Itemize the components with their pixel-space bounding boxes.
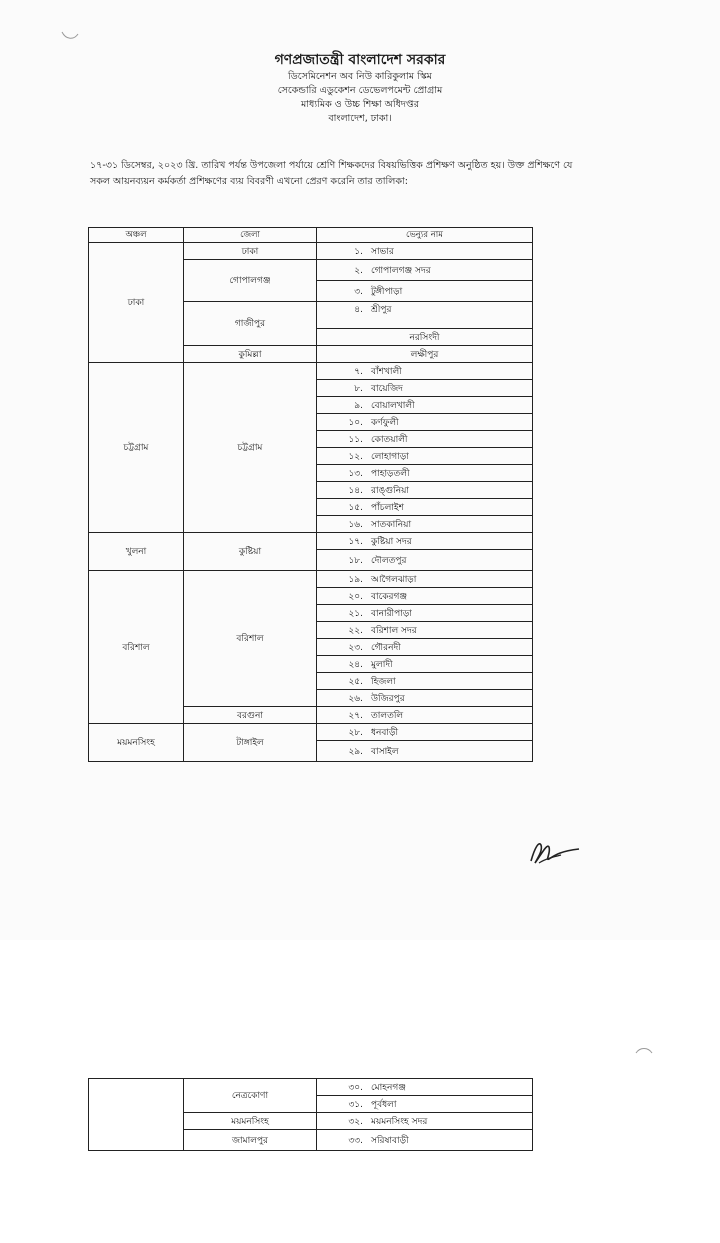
intro-line-2: সকল আয়নব্যয়ন কর্মকর্তা প্রশিক্ষণের ব্যয় বিবরণী এখনো প্রেরণ করেনি তার তালিকা: xyxy=(90,176,408,187)
district-cell: জামালপুর xyxy=(184,1130,317,1151)
scan-mark xyxy=(60,28,80,42)
district-cell: বরিশাল xyxy=(184,571,317,707)
venue-cell xyxy=(317,516,533,533)
venue-cell xyxy=(317,414,533,431)
venue-name: পূর্বধলা xyxy=(371,1099,397,1110)
venue-number: ২৪. xyxy=(348,659,363,670)
venue-number: ৯. xyxy=(354,400,363,411)
venue-number: ২৮. xyxy=(348,727,363,738)
venue-name: মোহনগঞ্জ xyxy=(371,1082,406,1093)
venue-name: কর্ণফুলী xyxy=(371,417,399,428)
venue-name: লোহাগাড়া xyxy=(371,451,409,462)
table-header-row xyxy=(89,228,533,243)
region-cell: বরিশাল xyxy=(89,571,184,724)
header-region: অঞ্চল xyxy=(89,228,184,243)
venue-cell xyxy=(317,281,533,302)
region-cell: কুমিল্লা xyxy=(184,346,317,363)
venue-name: রাঙ্গুনিয়া xyxy=(371,485,410,496)
intro-line-1: ১৭-৩১ ডিসেম্বর, ২০২৩ খ্রি. তারিখ পর্যন্ত উপজেলা পর্যায়ে শ্রেণি শিক্ষকদের বিষয়ভিত্তিক প্রশিক্ষণ অনুষ্ঠিত হয়। উক্ত প্রশিক্ষণে যে xyxy=(90,160,573,171)
venue-cell xyxy=(317,533,533,550)
venue-name: সরিষাবাড়ী xyxy=(371,1135,409,1146)
district-cell: টাঙ্গাইল xyxy=(184,724,317,762)
venue-cell xyxy=(317,1130,533,1151)
venue-name: দৌলতপুর xyxy=(371,555,407,566)
venue-number: ১. xyxy=(354,246,363,257)
venue-number: ২৭. xyxy=(348,710,363,721)
table-row xyxy=(89,571,533,588)
district-cell: নেত্রকোণা xyxy=(184,1079,317,1113)
district-cell: ঢাকা xyxy=(184,243,317,260)
venue-number: ১৩. xyxy=(348,468,363,479)
scan-mark xyxy=(634,1045,654,1057)
venue-name: আগৈলঝাড়া xyxy=(371,574,417,585)
district-cell: গাজীপুর xyxy=(184,302,317,346)
venue-number: ৮. xyxy=(354,383,363,394)
district-cell: চট্টগ্রাম xyxy=(184,363,317,533)
venue-cell xyxy=(317,1096,533,1113)
venue-name: পাঁচলাইশ xyxy=(371,502,404,513)
venue-name: উজিরপুর xyxy=(371,693,405,704)
venue-number: ১৫. xyxy=(348,502,363,513)
venue-cell xyxy=(317,1079,533,1096)
venue-number: ৩১. xyxy=(348,1099,363,1110)
program-name: সেকেন্ডারি এডুকেশন ডেভেলপমেন্ট প্রোগ্রাম xyxy=(277,85,443,96)
venue-cell xyxy=(317,639,533,656)
venue-name: তালতলি xyxy=(371,710,404,721)
venue-cell xyxy=(317,690,533,707)
venue-name: মুলাদী xyxy=(371,659,393,670)
venue-cell xyxy=(317,707,533,724)
venue-number: ২২. xyxy=(348,625,363,636)
district-cell: লক্ষীপুর xyxy=(317,346,533,363)
venue-cell xyxy=(317,550,533,571)
venue-number: ১৮. xyxy=(348,555,363,566)
venue-cell xyxy=(317,465,533,482)
venue-number: ৩. xyxy=(354,286,363,297)
venue-name: ময়মনসিংহ সদর xyxy=(371,1116,428,1127)
venue-cell xyxy=(317,499,533,516)
venue-cell xyxy=(317,397,533,414)
venue-number: ১৯. xyxy=(348,574,363,585)
venue-table-continued xyxy=(88,1078,533,1151)
venue-name: গোপালগঞ্জ সদর xyxy=(371,265,431,276)
venue-name: সাভার xyxy=(371,246,394,257)
venue-cell xyxy=(317,482,533,499)
venue-cell xyxy=(317,622,533,639)
venue-name: কুষ্টিয়া সদর xyxy=(371,536,412,547)
venue-cell xyxy=(317,605,533,622)
department-name: মাধ্যমিক ও উচ্চ শিক্ষা অধিদপ্তর xyxy=(301,99,419,110)
venue-cell xyxy=(317,448,533,465)
venue-name: বাকেরগঞ্জ xyxy=(371,591,408,602)
venue-cell xyxy=(317,741,533,762)
signature xyxy=(527,833,581,869)
district-cell: ময়মনসিংহ xyxy=(184,1113,317,1130)
venue-cell xyxy=(317,243,533,260)
region-cell: ময়মনসিংহ xyxy=(89,724,184,762)
table-row xyxy=(89,533,533,550)
venue-name: বাসাইল xyxy=(371,746,399,757)
venue-name: বাঁশখালী xyxy=(371,366,402,377)
intro-paragraph xyxy=(90,158,630,190)
header-venue: ভেন্যুর নাম xyxy=(317,228,533,243)
region-cell: ঢাকা xyxy=(89,243,184,363)
venue-name: গৌরনদী xyxy=(371,642,401,653)
district-cell: কুষ্টিয়া xyxy=(184,533,317,571)
venue-number: ১০. xyxy=(348,417,363,428)
venue-cell xyxy=(317,302,533,329)
venue-number: ১১. xyxy=(348,434,363,445)
region-cell-empty xyxy=(89,1079,184,1151)
venue-name: টুঙ্গীপাড়া xyxy=(371,286,403,297)
venue-number: ১২. xyxy=(348,451,363,462)
venue-name: কোতয়ালী xyxy=(371,434,408,445)
venue-number: ৪. xyxy=(354,305,363,315)
region-cell: খুলনা xyxy=(89,533,184,571)
project-name: ডিসেমিনেশন অব নিউ কারিকুলাম স্কিম xyxy=(288,71,432,82)
venue-number: ১৬. xyxy=(348,519,363,530)
table-row xyxy=(89,243,533,260)
district-cell: বরগুনা xyxy=(184,707,317,724)
venue-cell xyxy=(317,260,533,281)
venue-cell xyxy=(317,656,533,673)
venue-number: ২৩. xyxy=(348,642,363,653)
district-cell: নরসিংদী xyxy=(317,329,533,346)
location: বাংলাদেশ, ঢাকা। xyxy=(328,113,392,124)
venue-name: ধনবাড়ী xyxy=(371,727,399,738)
government-title: গণপ্রজাতন্ত্রী বাংলাদেশ সরকার xyxy=(274,52,446,68)
venue-number: ২. xyxy=(354,265,363,276)
table-row xyxy=(89,1079,533,1096)
venue-name: বায়েজিদ xyxy=(371,383,403,394)
venue-name: পাহাড়তলী xyxy=(371,468,410,479)
venue-number: ২১. xyxy=(348,608,363,619)
district-cell: গোপালগঞ্জ xyxy=(184,260,317,302)
venue-name: সাতকানিয়া xyxy=(371,519,412,530)
document-header xyxy=(200,50,520,126)
header-district: জেলা xyxy=(184,228,317,243)
venue-name: শ্রীপুর xyxy=(371,305,392,315)
venue-name: বানারীপাড়া xyxy=(371,608,412,619)
venue-number: ১৭. xyxy=(348,536,363,547)
venue-number: ৭. xyxy=(354,366,363,377)
venue-number: ২৫. xyxy=(348,676,363,687)
venue-cell xyxy=(317,363,533,380)
venue-name: হিজলা xyxy=(371,676,396,687)
venue-name: বরিশাল সদর xyxy=(371,625,417,636)
venue-number: ১৪. xyxy=(348,485,363,496)
venue-number: ২৬. xyxy=(348,693,363,704)
venue-cell xyxy=(317,1113,533,1130)
venue-cell xyxy=(317,673,533,690)
venue-cell xyxy=(317,431,533,448)
table-row xyxy=(89,724,533,741)
venue-cell xyxy=(317,588,533,605)
venue-name: বোয়ালখালী xyxy=(371,400,415,411)
venue-number: ৩০. xyxy=(348,1082,363,1093)
region-cell: চট্টগ্রাম xyxy=(89,363,184,533)
venue-cell xyxy=(317,380,533,397)
document-page-2 xyxy=(0,945,720,1243)
venue-number: ২৯. xyxy=(348,746,363,757)
venue-cell xyxy=(317,724,533,741)
table-row xyxy=(89,363,533,380)
venue-number: ৩২. xyxy=(348,1116,363,1127)
venue-cell xyxy=(317,571,533,588)
venue-number: ২০. xyxy=(348,591,363,602)
venue-number: ৩৩. xyxy=(348,1135,363,1146)
venue-table xyxy=(88,227,533,762)
